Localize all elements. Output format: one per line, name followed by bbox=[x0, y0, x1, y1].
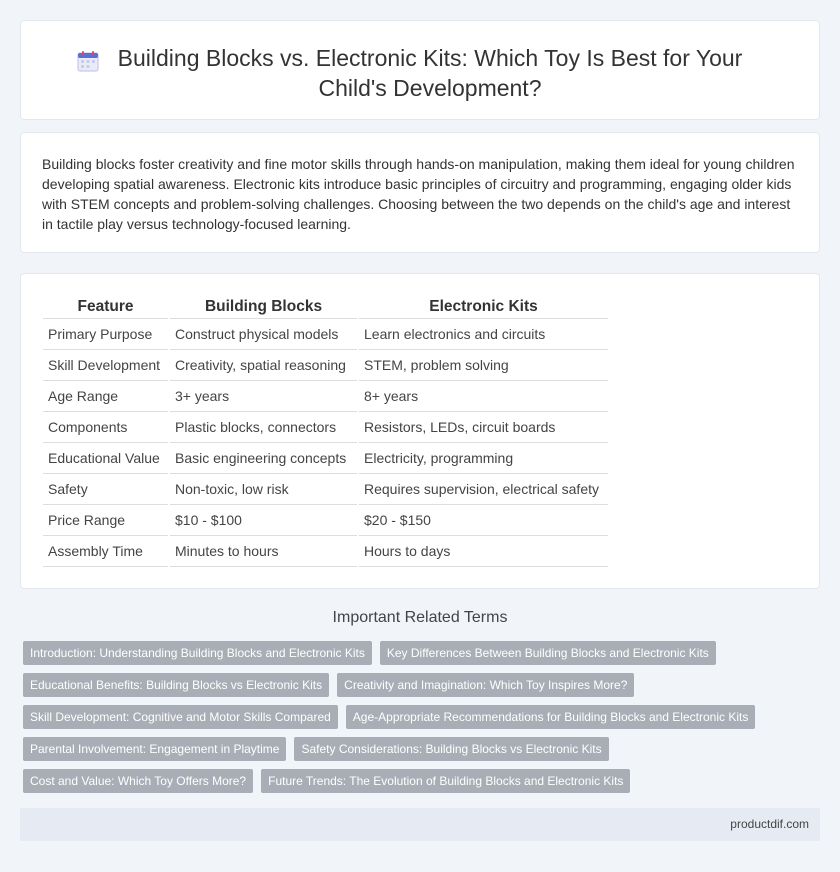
table-cell: Non-toxic, low risk bbox=[169, 473, 358, 504]
related-terms-title: Important Related Terms bbox=[332, 609, 508, 626]
page-title: Building Blocks vs. Electronic Kits: Which Toy Is Best for Your Child's Development? bbox=[117, 45, 743, 101]
table-header: Feature bbox=[43, 296, 169, 318]
table-cell: Components bbox=[43, 411, 169, 442]
related-terms-row bbox=[23, 673, 813, 697]
table-cell: Minutes to hours bbox=[169, 535, 358, 566]
footer bbox=[20, 808, 820, 841]
table-cell: $20 - $150 bbox=[358, 504, 608, 535]
table-row bbox=[43, 380, 608, 411]
table-cell: Resistors, LEDs, circuit boards bbox=[358, 411, 608, 442]
table-row bbox=[43, 504, 608, 535]
table-row bbox=[43, 411, 608, 442]
related-terms-row bbox=[23, 705, 813, 729]
intro-card bbox=[20, 132, 820, 253]
related-term-link[interactable]: Future Trends: The Evolution of Building Blocks and Electronic Kits bbox=[261, 769, 630, 793]
table-cell: Plastic blocks, connectors bbox=[169, 411, 358, 442]
table-cell: Age Range bbox=[43, 380, 169, 411]
table-row bbox=[43, 318, 608, 349]
table-cell: Educational Value bbox=[43, 442, 169, 473]
table-cell: Price Range bbox=[43, 504, 169, 535]
table-row bbox=[43, 535, 608, 566]
related-term-link[interactable]: Skill Development: Cognitive and Motor Skills Compared bbox=[23, 705, 338, 729]
table-cell: Hours to days bbox=[358, 535, 608, 566]
table-cell: Assembly Time bbox=[43, 535, 169, 566]
related-terms-row bbox=[23, 641, 813, 665]
related-term-link[interactable]: Cost and Value: Which Toy Offers More? bbox=[23, 769, 253, 793]
related-term-link[interactable]: Educational Benefits: Building Blocks vs Electronic Kits bbox=[23, 673, 329, 697]
table-cell: 8+ years bbox=[358, 380, 608, 411]
table-cell: Creativity, spatial reasoning bbox=[169, 349, 358, 380]
table-cell: 3+ years bbox=[169, 380, 358, 411]
table-header: Electronic Kits bbox=[358, 296, 608, 318]
related-terms-row bbox=[23, 769, 813, 793]
table-cell: STEM, problem solving bbox=[358, 349, 608, 380]
table-cell: Basic engineering concepts bbox=[169, 442, 358, 473]
comparison-table bbox=[43, 296, 608, 567]
related-term-link[interactable]: Introduction: Understanding Building Blocks and Electronic Kits bbox=[23, 641, 372, 665]
table-cell: Safety bbox=[43, 473, 169, 504]
table-cell: Electricity, programming bbox=[358, 442, 608, 473]
table-row bbox=[43, 473, 608, 504]
table-cell: Primary Purpose bbox=[43, 318, 169, 349]
header-card bbox=[20, 20, 820, 120]
table-header-row bbox=[43, 296, 608, 318]
intro-paragraph: Building blocks foster creativity and fine motor skills through hands-on manipulation, making them ideal for young children developing spatial awareness. Electronic kits introduce basic principles of circuitry and programming, engaging older kids with STEM concepts and problem-solving challenges. Choosing between the two depends on the child's age and interest in tactile play versus technology-focused learning. bbox=[42, 156, 795, 232]
table-header: Building Blocks bbox=[169, 296, 358, 318]
related-term-link[interactable]: Key Differences Between Building Blocks and Electronic Kits bbox=[380, 641, 716, 665]
comparison-card bbox=[20, 273, 820, 589]
footer-site: productdif.com bbox=[730, 817, 809, 831]
table-cell: Learn electronics and circuits bbox=[358, 318, 608, 349]
related-term-link[interactable]: Parental Involvement: Engagement in Playtime bbox=[23, 737, 286, 761]
related-terms-row bbox=[23, 737, 813, 761]
related-term-link[interactable]: Age-Appropriate Recommendations for Building Blocks and Electronic Kits bbox=[346, 705, 756, 729]
related-term-link[interactable]: Safety Considerations: Building Blocks vs Electronic Kits bbox=[294, 737, 608, 761]
table-cell: Skill Development bbox=[43, 349, 169, 380]
table-row bbox=[43, 349, 608, 380]
related-terms-list bbox=[23, 641, 813, 801]
table-cell: $10 - $100 bbox=[169, 504, 358, 535]
table-cell: Requires supervision, electrical safety bbox=[358, 473, 608, 504]
related-term-link[interactable]: Creativity and Imagination: Which Toy Inspires More? bbox=[337, 673, 634, 697]
table-row bbox=[43, 442, 608, 473]
table-cell: Construct physical models bbox=[169, 318, 358, 349]
